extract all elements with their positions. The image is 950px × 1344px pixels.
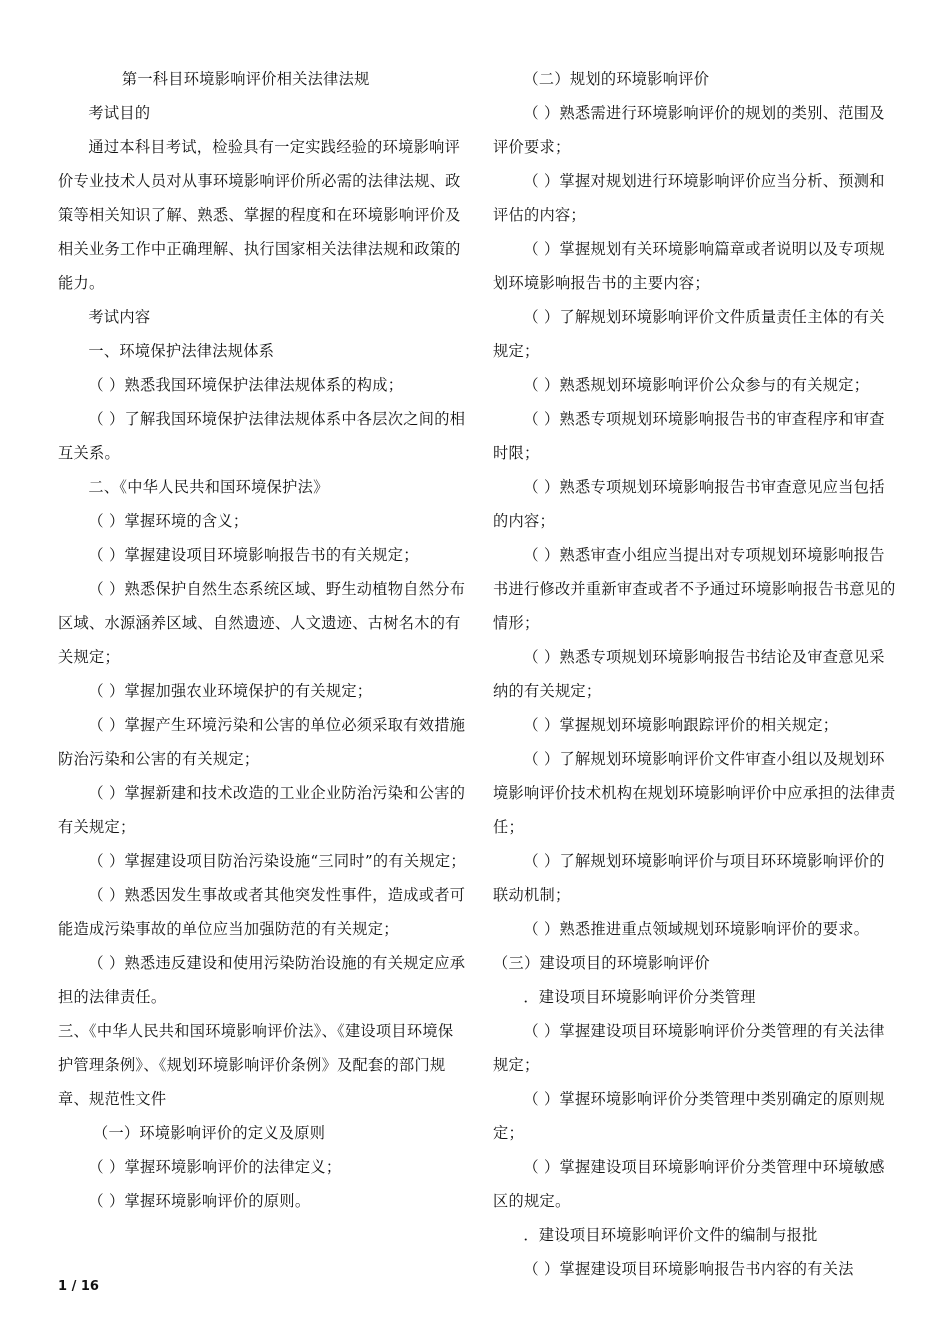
paragraph: ．建设项目环境影响评价文件的编制与报批	[523, 1226, 818, 1244]
paragraph: （ ）熟悉规划环境影响评价公众参与的有关规定；	[523, 376, 870, 394]
paragraph: （二）规划的环境影响评价	[523, 70, 710, 88]
paragraph: （ ）熟悉违反建设和使用污染防治设施的有关规定应承担的法律责任。	[58, 954, 466, 1006]
paragraph: （ ）掌握规划有关环境影响篇章或者说明以及专项规划环境影响报告书的主要内容；	[493, 240, 885, 292]
paragraph: （ ）掌握对规划进行环境影响评价应当分析、预测和评估的内容；	[493, 172, 885, 224]
paragraph: （ ）掌握环境影响评价的原则。	[88, 1192, 311, 1210]
paragraph: （ ）熟悉我国环境保护法律法规体系的构成；	[88, 376, 404, 394]
paragraph: 通过本科目考试，检验具有一定实践经验的环境影响评价专业技术人员对从事环境影响评价所必需的法律法规、政策等相关知识了解、熟悉、掌握的程度和在环境影响评价及相关业务工作中正确理解、执行国家相关法律法规和政策的能力。	[58, 138, 461, 292]
paragraph: （ ）掌握规划环境影响跟踪评价的相关规定；	[523, 716, 839, 734]
paragraph: （ ）掌握建设项目环境影响评价分类管理的有关法律规定；	[493, 1022, 885, 1074]
paragraph: 三、《中华人民共和国环境影响评价法》、《建设项目环境保护管理条例》、《规划环境影响评价条例》及配套的部门规章、规范性文件	[58, 1022, 454, 1108]
right-column	[493, 62, 898, 1286]
paragraph: （一）环境影响评价的定义及原则	[92, 1124, 326, 1142]
paragraph: （ ）掌握建设项目防治污染设施“三同时”的有关规定；	[88, 852, 466, 870]
paragraph: （ ）熟悉审查小组应当提出对专项规划环境影响报告书进行修改并重新审查或者不予通过环境影响报告书意见的情形；	[493, 546, 896, 632]
paragraph: （ ）了解规划环境影响评价文件质量责任主体的有关规定；	[493, 308, 885, 360]
paragraph: （ ）掌握环境的含义；	[88, 512, 249, 530]
paragraph: （ ）了解规划环境影响评价文件审查小组以及规划环境影响评价技术机构在规划环境影响评价中应承担的法律责任；	[493, 750, 896, 836]
paragraph: （ ）了解规划环境影响评价与项目环环境影响评价的联动机制；	[493, 852, 885, 904]
document-title: 第一科目环境影响评价相关法律法规	[121, 70, 370, 88]
paragraph: 二、《中华人民共和国环境保护法》	[88, 478, 329, 496]
paragraph: （ ）掌握建设项目环境影响报告书的有关规定；	[88, 546, 419, 564]
paragraph: （ ）掌握环境影响评价分类管理中类别确定的原则规定；	[493, 1090, 885, 1142]
paragraph: ．建设项目环境影响评价分类管理	[523, 988, 756, 1006]
paragraph: （ ）熟悉专项规划环境影响报告书的审查程序和审查时限；	[493, 410, 885, 462]
paragraph: 考试目的	[88, 104, 151, 122]
paragraph: （ ）熟悉因发生事故或者其他突发性事件，造成或者可能造成污染事故的单位应当加强防范的有关规定；	[58, 886, 466, 938]
paragraph: （ ）掌握建设项目环境影响报告书内容的有关法	[523, 1260, 854, 1278]
paragraph: （ ）熟悉保护自然生态系统区域、野生动植物自然分布区域、水源涵养区域、自然遗迹、人文遗迹、古树名木的有关规定；	[58, 580, 466, 666]
paragraph: （ ）熟悉推进重点领域规划环境影响评价的要求。	[523, 920, 870, 938]
paragraph: （ ）熟悉专项规划环境影响报告书结论及审查意见采纳的有关规定；	[493, 648, 885, 700]
paragraph: （ ）掌握建设项目环境影响评价分类管理中环境敏感区的规定。	[493, 1158, 885, 1210]
paragraph: （三）建设项目的环境影响评价	[493, 954, 710, 972]
paragraph: （ ）掌握环境影响评价的法律定义；	[88, 1158, 342, 1176]
paragraph: （ ）熟悉需进行环境影响评价的规划的类别、范围及评价要求；	[493, 104, 885, 156]
paragraph: （ ）掌握加强农业环境保护的有关规定；	[88, 682, 373, 700]
paragraph: 一、环境保护法律法规体系	[88, 342, 275, 360]
paragraph: （ ）熟悉专项规划环境影响报告书审查意见应当包括的内容；	[493, 478, 885, 530]
paragraph: （ ）了解我国环境保护法律法规体系中各层次之间的相互关系。	[58, 410, 466, 462]
paragraph: （ ）掌握产生环境污染和公害的单位必须采取有效措施防治污染和公害的有关规定；	[58, 716, 466, 768]
left-column	[58, 62, 468, 1218]
paragraph: 考试内容	[88, 308, 151, 326]
page-number: 1 / 16	[58, 1279, 99, 1294]
paragraph: （ ）掌握新建和技术改造的工业企业防治污染和公害的有关规定；	[58, 784, 466, 836]
